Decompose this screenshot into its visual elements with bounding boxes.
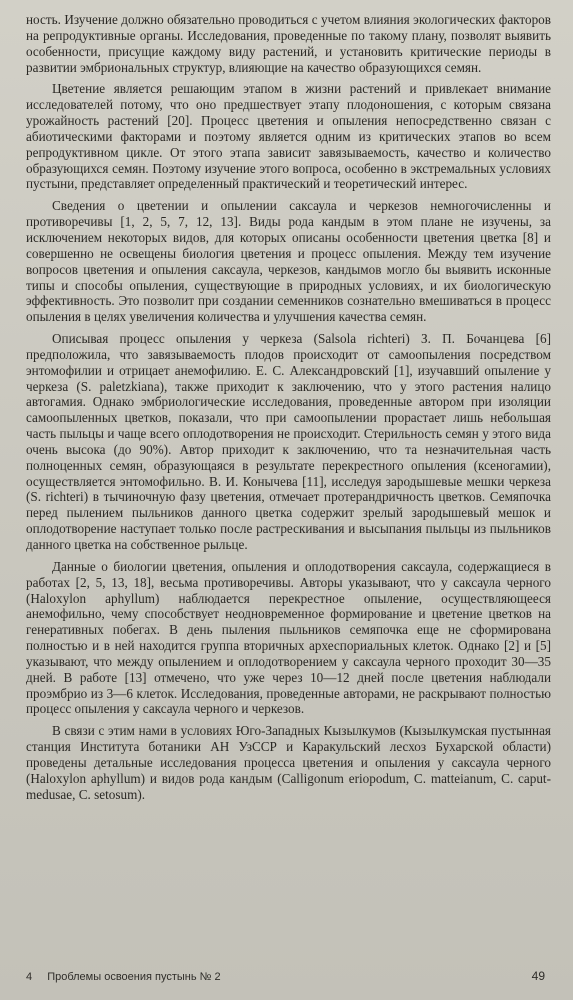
paragraph-2: Цветение является решающим этапом в жизни растений и привлекает внимание исследователей потому, что оно предшествует этапу плодоношения, с которым связана урожайность растений [20]. Процесс цветения и опыления непосредственно связан с абиотическими факторами и поэтому является одним из критических этапов во всем репродуктивном цикле. От этого этапа зависит завязываемость, качество и количество образующихся семян. Поэтому изучение этого вопроса, особенно в экстремальных условиях пустыни, представляет определенный практический и теоретический интерес. xyxy=(26,81,551,192)
paragraph-6: В связи с этим нами в условиях Юго-Западных Кызылкумов (Кызылкумская пустынная станция Института ботаники АН УзССР и Каракульский лесхоз Бухарской области) проведены детальные исследования процесса цветения и опыления у саксаула черного (Haloxylon aphyllum) и видов рода кандым (Calligonum eriopodum, C. matteianum, C. caput-medusae, C. setosum). xyxy=(26,723,551,802)
paragraph-3: Сведения о цветении и опылении саксаула и черкезов немногочисленны и противоречивы [1, 2, 5, 7, 12, 13]. Виды рода кандым в этом плане не изучены, за исключением некоторых видов, для которых описаны особенности цветения цветка [8] и совершенно не освещены биология цветения и процесс опыления. Между тем изучение вопросов цветения и опыления саксаула, черкезов, кандымов могло бы выявить исконные типы и способы опыления, существующие в природных условиях, и их биологическую эффективность. Это позволит при создании семенников сознательно вмешиваться в процесс опыления в целях увеличения количества и улучшения качества семян. xyxy=(26,198,551,325)
journal-title: Проблемы освоения пустынь № 2 xyxy=(47,971,221,984)
page-number: 49 xyxy=(531,969,545,984)
footer-left xyxy=(26,970,221,986)
page-footer xyxy=(26,969,551,986)
body-text xyxy=(26,12,551,803)
signature-mark: 4 xyxy=(26,971,33,984)
paragraph-5: Данные о биологии цветения, опыления и оплодотворения саксаула, содержащиеся в работах [2, 5, 13, 18], весьма противоречивы. Авторы указывают, что у саксаула черного (Haloxylon aphyllum) наблюдается перекрестное опыление, осуществляющееся анемофильно, чему способствует неодновременное формирование и цветение цветков на генеративных побегах. В день пыления пыльников семяпочка еще не сформирована полностью и в ней находится группа вторичных археспориальных клеток. Однако [2] и [5] указывают, что между опылением и оплодотворением у саксаула черного проходит 30—35 дней. В работе [13] отмечено, что уже через 10—12 дней после цветения наблюдали проэмбрио из 3—6 клеток. Исследования, проведенные авторами, не раскрывают полностью процесс опыления у саксаула черного и черкезов. xyxy=(26,558,551,717)
paragraph-1: ность. Изучение должно обязательно проводиться с учетом влияния экологических факторов на репродуктивные органы. Исследования, проведенные по такому плану, позволят выявить особенности, присущие каждому виду растений, и установить критические периоды в развитии эмбриональных структур, влияющие на качество образующихся семян. xyxy=(26,12,551,75)
paragraph-4: Описывая процесс опыления у черкеза (Salsola richteri) З. П. Бочанцева [6] предположила, что завязываемость плодов происходит от самоопыления посредством энтомофилии и отрицает анемофилию. Е. С. Александровский [1], изучавший опыление у черкеза (S. paletzkiana), также приходит к заключению, что у этого растения налицо автогамия. Однако эмбриологические исследования, проведенные автором при изоляции самоопыленных цветков, показали, что при самоопылении прорастает лишь небольшая часть пыльцы и чаще всего оплодотворения не происходит. Стерильность семян у этого вида очень высока (до 90%). Автор приходит к заключению, что та незначительная часть полноценных семян, образующаяся в результате перекрестного опыления (ксеногамии), осуществляется энтомофильно. В. И. Конычева [11], исследуя зародышевые мешки черкеза (S. richteri) в тычиночную фазу цветения, отмечает протерандричность цветков. Семяпочка перед пылением пыльников данного цветка содержит зрелый зародышевый мешок и оплодотворение наступает только после растрескивания и высыпания пыльцы из пыльников данного цветка на собственное рыльце. xyxy=(26,331,551,552)
